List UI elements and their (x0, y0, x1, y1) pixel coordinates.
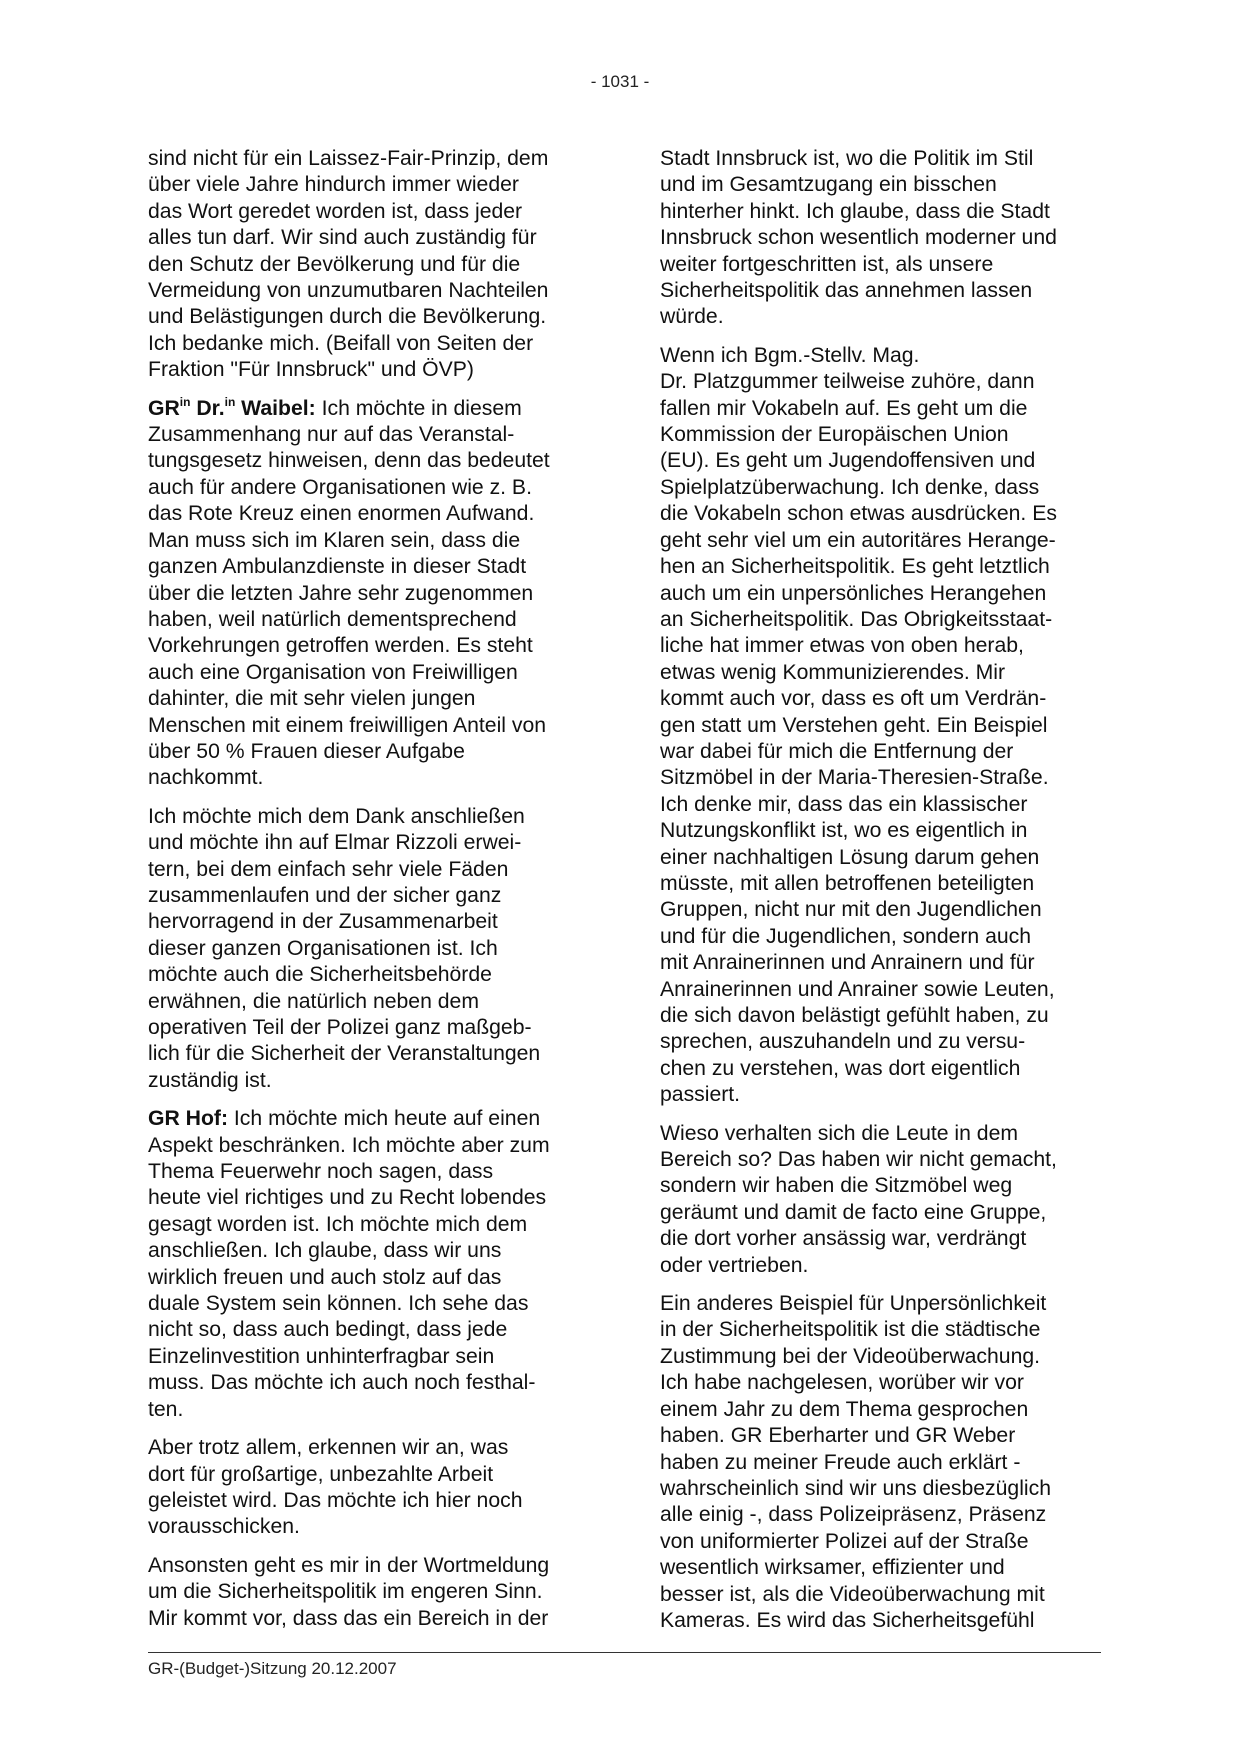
text-line: (EU). Es geht um Jugendoffensiven und (660, 449, 1036, 473)
text-line: wirklich freuen und auch stolz auf das (148, 1265, 502, 1289)
text-line: von uniformierter Polizei auf der Straße (660, 1529, 1029, 1553)
text-line: lich für die Sicherheit der Veranstaltungen (148, 1042, 541, 1066)
speaker-line: GR Hof: Ich möchte mich heute auf einen (148, 1107, 541, 1131)
text-line: Spielplatzüberwachung. Ich denke, dass (660, 475, 1040, 499)
text-line: Anrainerinnen und Anrainer sowie Leuten, (660, 977, 1055, 1001)
text-line: liche hat immer etwas von oben herab, (660, 634, 1024, 658)
text-line: wahrscheinlich sind wir uns diesbezüglich (660, 1476, 1051, 1500)
text-line: gen statt um Verstehen geht. Ein Beispiel (660, 713, 1048, 737)
text-line: ten. (148, 1397, 184, 1421)
text-line: heute viel richtiges und zu Recht lobendes (148, 1186, 547, 1210)
text-line: dieser ganzen Organisationen ist. Ich (148, 936, 498, 960)
text-line: Bereich so? Das haben wir nicht gemacht, (660, 1148, 1057, 1172)
text-line: geleistet wird. Das möchte ich hier noch (148, 1488, 523, 1512)
text-line: Ansonsten geht es mir in der Wortmeldung (148, 1553, 550, 1577)
text-line: über 50 % Frauen dieser Aufgabe (148, 739, 465, 763)
text-line: die dort vorher ansässig war, verdrängt (660, 1227, 1027, 1251)
text-line: über die letzten Jahre sehr zugenommen (148, 581, 534, 605)
text-line: erwähnen, die natürlich neben dem (148, 989, 479, 1013)
text-line: alle einig -, dass Polizeipräsenz, Präsenz (660, 1503, 1047, 1527)
paragraph (660, 1291, 1102, 1634)
text-line: oder vertrieben. (660, 1253, 809, 1277)
text-line: und möchte ihn auf Elmar Rizzoli erwei- (148, 831, 522, 855)
paragraph (148, 1553, 590, 1632)
text-line: geräumt und damit de facto eine Gruppe, (660, 1200, 1047, 1224)
text-line: war dabei für mich die Entfernung der (660, 739, 1014, 763)
page-number: - 1031 - (590, 72, 650, 91)
text-line: Sicherheitspolitik das annehmen lassen (660, 279, 1033, 303)
text-line: das Rote Kreuz einen enormen Aufwand. (148, 502, 535, 526)
text-line: dort für großartige, unbezahlte Arbeit (148, 1462, 494, 1486)
text-line: wesentlich wirksamer, effizienter und (660, 1556, 1005, 1580)
text-line: fallen mir Vokabeln auf. Es geht um die (660, 396, 1028, 420)
text-line: hen an Sicherheitspolitik. Es geht letztlich (660, 555, 1050, 579)
text-line: Ich habe nachgelesen, worüber wir vor (660, 1371, 1024, 1395)
text-line: auch um ein unpersönliches Herangehen (660, 581, 1047, 605)
text-line: Ich bedanke mich. (Beifall von Seiten der (148, 331, 534, 355)
text-line: weiter fortgeschritten ist, als unsere (660, 252, 994, 276)
text-line: hervorragend in der Zusammenarbeit (148, 910, 498, 934)
speaker-line: $GR^{in}$ Dr.$^{in}$ Waibel: Ich möchte in diesem (148, 394, 522, 420)
text-line: Ein anderes Beispiel für Unpersönlichkeit (660, 1292, 1047, 1316)
text-line: Dr. Platzgummer teilweise zuhöre, dann (660, 370, 1035, 394)
text-line: einer nachhaltigen Lösung darum gehen (660, 845, 1040, 869)
text-line: gesagt worden ist. Ich möchte mich dem (148, 1212, 528, 1236)
text-line: Einzelinvestition unhinterfragbar sein (148, 1344, 495, 1368)
text-line: Sitzmöbel in der Maria-Theresien-Straße. (660, 766, 1049, 790)
text-line: Vermeidung von unzumutbaren Nachteilen (148, 279, 549, 303)
text-line: haben, weil natürlich dementsprechend (148, 607, 517, 631)
text-line: Ich denke mir, dass das ein klassischer (660, 792, 1028, 816)
text-line: vorausschicken. (148, 1515, 300, 1539)
paragraph (148, 1435, 590, 1541)
text-line: operativen Teil der Polizei ganz maßgeb- (148, 1016, 532, 1039)
text-line: in der Sicherheitspolitik ist die städtische (660, 1318, 1041, 1342)
text-line: Wenn ich Bgm.-Stellv. Mag. (660, 343, 920, 367)
text-line: passiert. (660, 1083, 741, 1107)
text-line: haben. GR Eberharter und GR Weber (660, 1424, 1016, 1448)
text-line: nicht so, dass auch bedingt, dass jede (148, 1318, 508, 1342)
text-line: nachkommt. (148, 766, 264, 790)
paragraph (660, 343, 1102, 369)
text-line: sind nicht für ein Laissez-Fair-Prinzip, dem (148, 147, 549, 170)
text-line: etwas wenig Kommunizierendes. Mir (660, 660, 1006, 684)
text-line: möchte auch die Sicherheitsbehörde (148, 963, 492, 987)
left-column (148, 146, 590, 1644)
text-line: Innsbruck schon wesentlich moderner und (660, 226, 1057, 250)
text-line: würde. (660, 305, 724, 329)
text-line: Thema Feuerwehr noch sagen, dass (148, 1160, 494, 1184)
text-line: Nutzungskonflikt ist, wo es eigentlich in (660, 819, 1028, 843)
text-line: hinterher hinkt. Ich glaube, dass die Stadt (660, 199, 1050, 223)
text-line: Menschen mit einem freiwilligen Anteil von (148, 713, 547, 737)
text-line: Stadt Innsbruck ist, wo die Politik im Stil (660, 147, 1034, 170)
text-line: alles tun darf. Wir sind auch zuständig für (148, 226, 537, 250)
paragraph (660, 1121, 1102, 1279)
text-line: duale System sein können. Ich sehe das (148, 1292, 529, 1316)
text-line: Ich möchte mich dem Dank anschließen (148, 804, 525, 828)
text-line: müsste, mit allen betroffenen beteiligten (660, 871, 1035, 895)
text-line: über viele Jahre hindurch immer wieder (148, 173, 519, 197)
text-line: kommt auch vor, dass es oft um Verdrän- (660, 687, 1047, 711)
text-line: Kommission der Europäischen Union (660, 423, 1009, 447)
paragraph-waibel (148, 396, 590, 792)
text-line: auch eine Organisation von Freiwilligen (148, 660, 518, 684)
text-line: sprechen, auszuhandeln und zu versu- (660, 1030, 1026, 1054)
text-line: Zusammenhang nur auf das Veranstal- (148, 423, 515, 447)
text-line: anschließen. Ich glaube, dass wir uns (148, 1239, 502, 1263)
text-line: an Sicherheitspolitik. Das Obrigkeitsstaat- (660, 607, 1053, 631)
text-line: geht sehr viel um ein autoritäres Herange- (660, 528, 1056, 552)
text-line: chen zu verstehen, was dort eigentlich (660, 1056, 1021, 1080)
text-line: besser ist, als die Videoüberwachung mit (660, 1582, 1045, 1606)
text-line: Fraktion "Für Innsbruck" und ÖVP) (148, 358, 474, 382)
text-line: Wieso verhalten sich die Leute in dem (660, 1121, 1019, 1145)
paragraph (148, 804, 590, 1094)
text-line: haben zu meiner Freude auch erklärt - (660, 1450, 1021, 1474)
text-line: Kameras. Es wird das Sicherheitsgefühl (660, 1608, 1035, 1632)
paragraph (148, 146, 590, 384)
text-line: ganzen Ambulanzdienste in dieser Stadt (148, 555, 527, 579)
text-line: zusammenlaufen und der sicher ganz (148, 883, 502, 907)
text-line: und im Gesamtzugang ein bisschen (660, 173, 997, 197)
text-line: tungsgesetz hinweisen, denn das bedeutet (148, 449, 550, 473)
text-line: mit Anrainerinnen und Anrainern und für (660, 951, 1035, 975)
text-line: dahinter, die mit sehr vielen jungen (148, 687, 476, 711)
text-line: und für die Jugendlichen, sondern auch (660, 924, 1032, 948)
paragraph-hof (148, 1106, 590, 1423)
paragraph (660, 146, 1102, 331)
text-line: Gruppen, nicht nur mit den Jugendlichen (660, 898, 1042, 922)
text-line: und Belästigungen durch die Bevölkerung. (148, 305, 547, 329)
speaker-label: $GR^{in}$ Dr.$^{in}$ Waibel: (148, 394, 316, 420)
text-line: um die Sicherheitspolitik im engeren Sinn. (148, 1580, 543, 1604)
text-line: auch für andere Organisationen wie z. B. (148, 475, 532, 499)
text-line: tern, bei dem einfach sehr viele Fäden (148, 857, 509, 881)
text-line: den Schutz der Bevölkerung und für die (148, 252, 521, 276)
speaker-label: GR Hof: (148, 1107, 229, 1131)
text-line: die Vokabeln schon etwas ausdrücken. Es (660, 502, 1057, 526)
footer-rule (148, 1652, 1101, 1653)
text-line: einem Jahr zu dem Thema gesprochen (660, 1397, 1029, 1421)
text-line: Man muss sich im Klaren sein, dass die (148, 528, 521, 552)
text-line: Vorkehrungen getroffen werden. Es steht (148, 634, 533, 658)
text-line: muss. Das möchte ich auch noch festhal- (148, 1371, 536, 1395)
text-line: sondern wir haben die Sitzmöbel weg (660, 1174, 1013, 1198)
text-line: Aspekt beschränken. Ich möchte aber zum (148, 1133, 550, 1157)
text-line: Mir kommt vor, dass das ein Bereich in der (148, 1606, 549, 1630)
text-line: zuständig ist. (148, 1068, 272, 1092)
text-line: Aber trotz allem, erkennen wir an, was (148, 1436, 509, 1460)
text-line: Zustimmung bei der Videoüberwachung. (660, 1344, 1041, 1368)
right-column (660, 146, 1102, 1646)
footer-text: GR-(Budget-)Sitzung 20.12.2007 (148, 1659, 397, 1678)
text-line: die sich davon belästigt gefühlt haben, zu (660, 1004, 1049, 1027)
text-line: das Wort geredet worden ist, dass jeder (148, 199, 523, 223)
paragraph (660, 369, 1102, 1108)
